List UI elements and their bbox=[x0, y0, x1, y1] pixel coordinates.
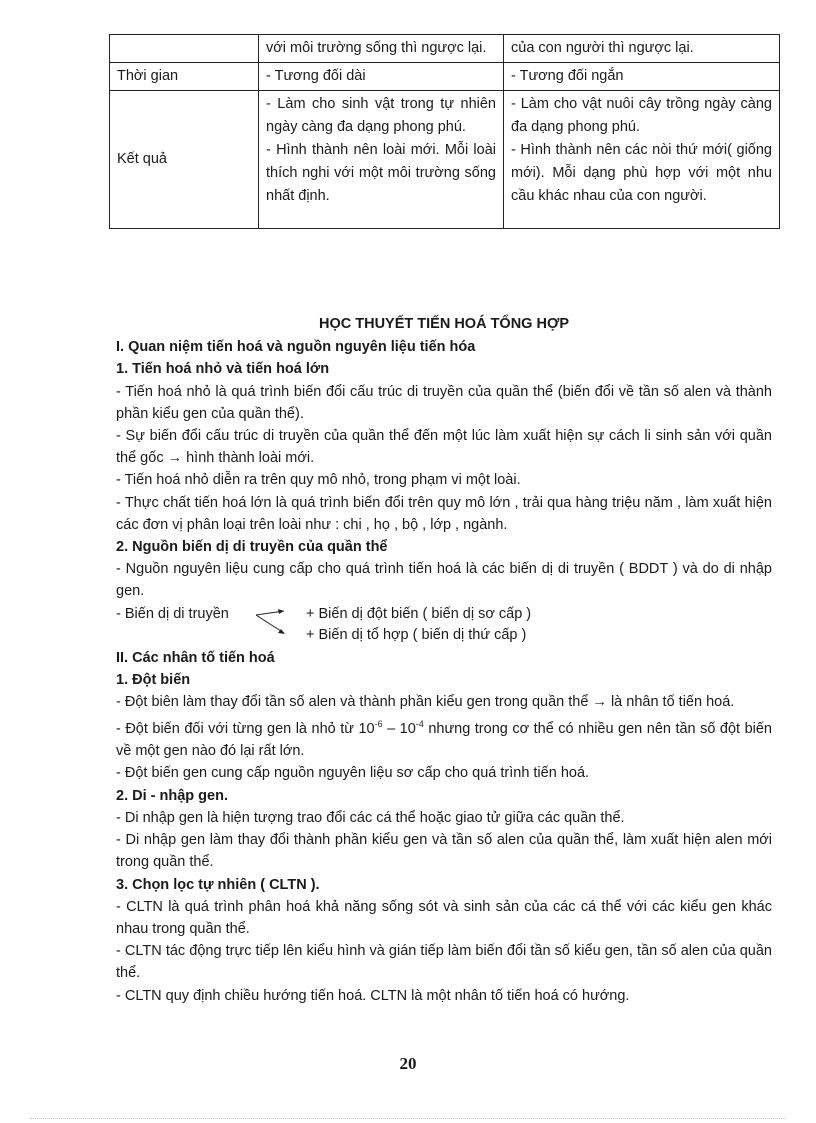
table-cell: - Tương đối ngắn bbox=[504, 63, 780, 91]
table-row bbox=[110, 91, 780, 229]
table-row-label: Kết quả bbox=[110, 91, 259, 229]
paragraph: - Di nhập gen làm thay đổi thành phần kiểu gen và tần số alen của quần thể, làm xuất hiện alen mới trong quần thể. bbox=[116, 832, 772, 871]
branch-arrows-icon bbox=[256, 609, 290, 637]
subsection-heading: 2. Di - nhập gen. bbox=[116, 787, 228, 804]
paragraph: - Tiến hoá nhỏ diễn ra trên quy mô nhỏ, trong phạm vi một loài. bbox=[116, 472, 521, 489]
table-row bbox=[110, 35, 780, 63]
cell-line: - Làm cho sinh vật trong tự nhiên ngày càng đa dạng phong phú. bbox=[266, 96, 496, 135]
table-cell bbox=[259, 91, 504, 229]
section-heading: II. Các nhân tố tiến hoá bbox=[116, 649, 275, 666]
paragraph: - Nguồn nguyên liệu cung cấp cho quá trình tiến hoá là các biến dị di truyền ( BDDT ) và do di nhập gen. bbox=[116, 561, 772, 600]
table-cell: của con người thì ngược lại. bbox=[504, 35, 780, 63]
subsection-heading: 1. Đột biến bbox=[116, 671, 191, 688]
cell-line: - Làm cho vật nuôi cây trồng ngày càng đa dạng phong phú. bbox=[511, 96, 772, 135]
paragraph: - CLTN tác động trực tiếp lên kiểu hình và gián tiếp làm biến đổi tần số kiểu gen, tần số alen của quần thể. bbox=[116, 943, 772, 982]
subsection-heading: 2. Nguồn biến dị di truyền của quần thể bbox=[116, 539, 388, 556]
paragraph: - CLTN là quá trình phân hoá khả năng sống sót và sinh sản của các cá thể với các kiểu gen khác nhau trong quần thể. bbox=[116, 898, 772, 937]
text-run: nhưng trong cơ thể có nhiều gen nên tần số đột biến về một gen nào đó lại rất lớn. bbox=[116, 721, 772, 760]
paragraph: - Di nhập gen là hiện tượng trao đổi các cá thể hoặc giao tử giữa các quần thể. bbox=[116, 809, 625, 826]
page-edge-divider bbox=[30, 1118, 786, 1119]
table-cell: - Tương đối dài bbox=[259, 63, 504, 91]
paragraph: - Đột biên làm thay đổi tần số alen và thành phần kiểu gen trong quần thể → là nhân tố tiến hoá. bbox=[116, 694, 735, 711]
subsection-heading: 3. Chọn lọc tự nhiên ( CLTN ). bbox=[116, 876, 320, 893]
exponent: -6 bbox=[374, 719, 383, 730]
table-cell bbox=[110, 35, 259, 63]
cell-line: - Hình thành nên các nòi thứ mới( giống mới). Mỗi dạng phù hợp với một nhu cầu khác nhau của con người. bbox=[511, 142, 772, 204]
text-run: - Đột biến đối với từng gen là nhỏ từ 10 bbox=[116, 721, 375, 738]
branch-label: - Biến dị di truyền bbox=[116, 605, 229, 622]
page-number: 20 bbox=[399, 1054, 417, 1073]
paragraph bbox=[116, 713, 772, 762]
branch-item: + Biến dị đột biến ( biến dị sơ cấp ) bbox=[306, 605, 532, 622]
table-row bbox=[110, 63, 780, 91]
subsection-heading: 1. Tiến hoá nhỏ và tiến hoá lớn bbox=[116, 361, 330, 378]
section-title: HỌC THUYẾT TIẾN HOÁ TỔNG HỢP bbox=[318, 316, 569, 332]
section-heading: I. Quan niệm tiến hoá và nguồn nguyên liệu tiến hóa bbox=[116, 339, 476, 356]
comparison-table bbox=[109, 34, 780, 229]
branch-item: + Biến dị tổ hợp ( biến dị thứ cấp ) bbox=[306, 626, 527, 643]
paragraph: - Đột biến gen cung cấp nguồn nguyên liệu sơ cấp cho quá trình tiến hoá. bbox=[116, 765, 590, 782]
table-cell: với môi trường sống thì ngược lại. bbox=[259, 35, 504, 63]
document-body bbox=[116, 313, 772, 1007]
text-run: – 10 bbox=[382, 721, 416, 738]
paragraph: - CLTN quy định chiều hướng tiến hoá. CLTN là một nhân tố tiến hoá có hướng. bbox=[116, 987, 630, 1004]
variation-branch-diagram bbox=[116, 603, 772, 647]
paragraph: - Tiến hoá nhỏ là quá trình biến đổi cấu trúc di truyền của quần thể (biến đổi về tần số alen và thành phần kiểu gen của quần thể). bbox=[116, 383, 772, 422]
table-cell bbox=[504, 91, 780, 229]
paragraph: - Sự biến đổi cấu trúc di truyền của quần thể đến một lúc làm xuất hiện sự cách li sinh sản với quần thể gốc → hình thành loài mới. bbox=[116, 428, 772, 467]
paragraph: - Thực chất tiến hoá lớn là quá trình biến đổi trên quy mô lớn , trải qua hàng triệu năm , làm xuất hiện các đơn vị phân loại trên loài như : chi , họ , bộ , lớp , ngành. bbox=[116, 494, 772, 533]
exponent: -4 bbox=[415, 719, 424, 730]
cell-line: - Hình thành nên loài mới. Mỗi loài thích nghi với một môi trường sống nhất định. bbox=[266, 142, 496, 204]
table-row-label: Thời gian bbox=[110, 63, 259, 91]
